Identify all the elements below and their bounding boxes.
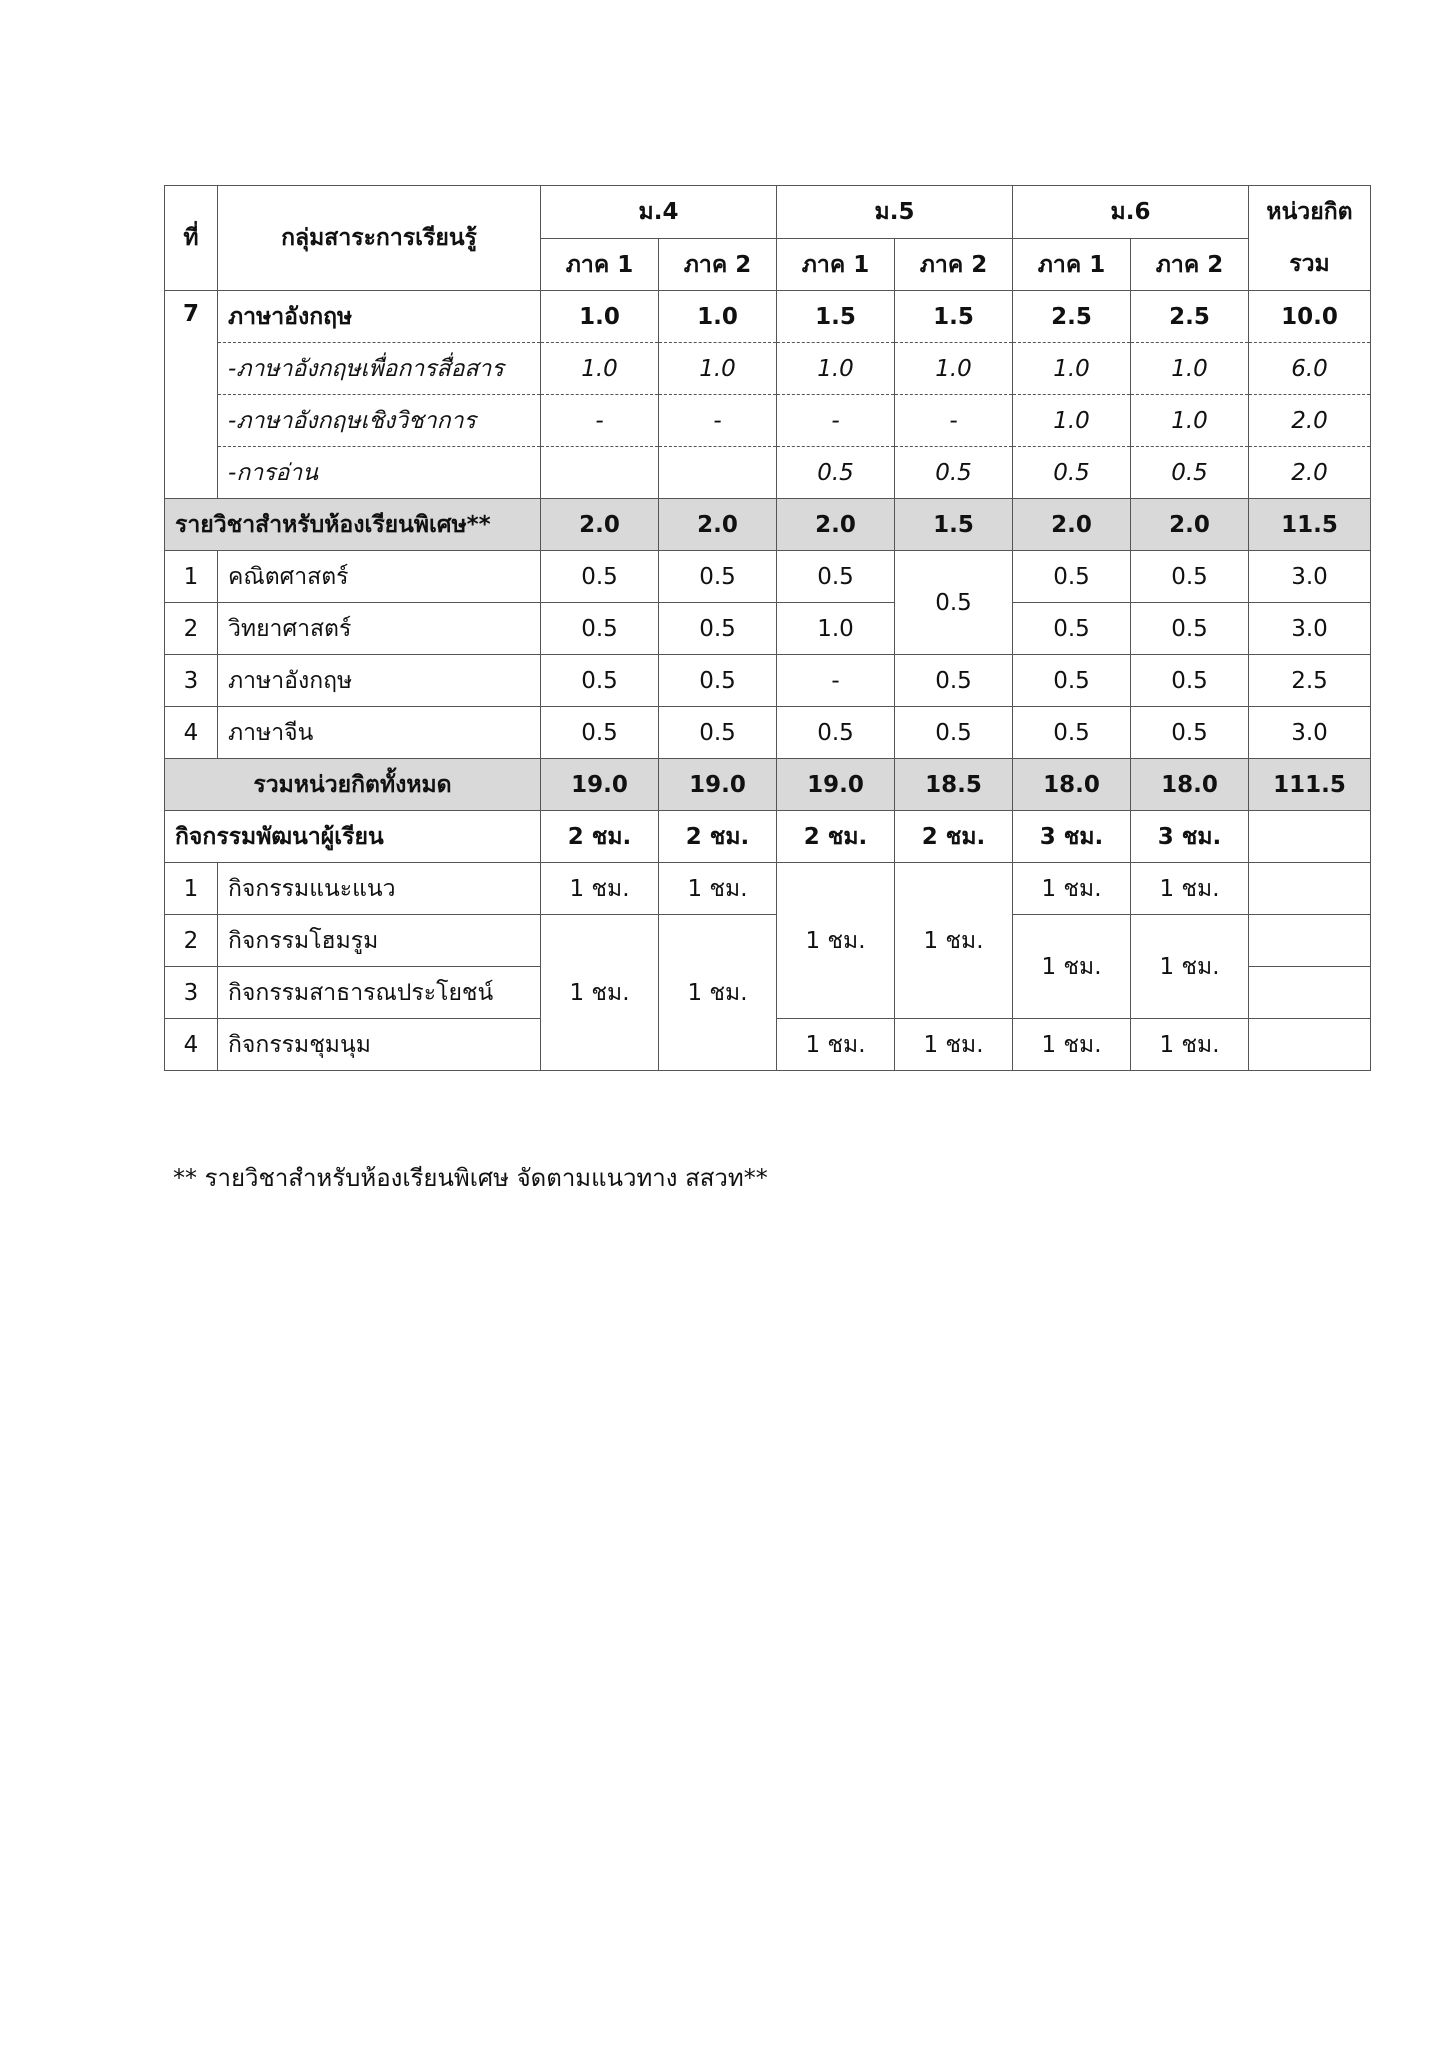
- hours-cell: 1 ชม.: [1131, 863, 1249, 915]
- credit-total-cell: 2.0: [1249, 447, 1371, 499]
- credit-cell: 1.0: [895, 343, 1013, 395]
- credit-cell: 0.5: [1131, 447, 1249, 499]
- credit-total-cell: 111.5: [1249, 759, 1371, 811]
- credit-cell: -: [541, 395, 659, 447]
- credit-cell: [659, 447, 777, 499]
- row-no: 7: [165, 291, 218, 499]
- hours-cell-merged: 1 ชม.: [541, 915, 659, 1071]
- table-row-english-sub: [165, 447, 1371, 499]
- row-no: 3: [165, 967, 218, 1019]
- hours-cell-merged: 1 ชม.: [1013, 915, 1131, 1019]
- header-term: ภาค 2: [895, 239, 1013, 291]
- credit-cell: 0.5: [1013, 603, 1131, 655]
- empty-total-cell: [1249, 811, 1371, 863]
- header-total-line1: หน่วยกิต: [1249, 186, 1371, 239]
- hours-cell: 1 ชม.: [777, 1019, 895, 1071]
- hours-cell: 1 ชม.: [541, 863, 659, 915]
- header-total-line2: รวม: [1249, 239, 1371, 291]
- activity-name: กิจกรรมชุมนุม: [218, 1019, 541, 1071]
- table-row: [165, 915, 1371, 967]
- row-no: 3: [165, 655, 218, 707]
- credit-cell: 0.5: [541, 603, 659, 655]
- credit-cell: 0.5: [659, 603, 777, 655]
- empty-total-cell: [1249, 1019, 1371, 1071]
- row-no: 2: [165, 603, 218, 655]
- credit-cell: 0.5: [1131, 551, 1249, 603]
- credit-total-cell: 10.0: [1249, 291, 1371, 343]
- credit-cell: 0.5: [1013, 551, 1131, 603]
- credit-total-cell: 3.0: [1249, 707, 1371, 759]
- row-no: 1: [165, 863, 218, 915]
- header-grade-m4: ม.4: [541, 186, 777, 239]
- credit-cell: -: [659, 395, 777, 447]
- empty-total-cell: [1249, 863, 1371, 915]
- credit-cell: 0.5: [777, 447, 895, 499]
- credit-cell: 18.0: [1131, 759, 1249, 811]
- table-row: [165, 863, 1371, 915]
- header-grade-m6: ม.6: [1013, 186, 1249, 239]
- credit-cell: 1.0: [659, 343, 777, 395]
- table-row-english-sub: [165, 395, 1371, 447]
- header-no: ที่: [165, 186, 218, 291]
- header-grade-m5: ม.5: [777, 186, 1013, 239]
- credit-cell: [541, 447, 659, 499]
- credit-cell: 0.5: [659, 551, 777, 603]
- credit-cell: 1.0: [777, 603, 895, 655]
- credit-cell: 0.5: [659, 707, 777, 759]
- credit-cell: 19.0: [777, 759, 895, 811]
- section-name: กิจกรรมพัฒนาผู้เรียน: [165, 811, 541, 863]
- credit-cell: 2.0: [1013, 499, 1131, 551]
- credit-cell: 1.0: [777, 343, 895, 395]
- credit-cell: 2.0: [659, 499, 777, 551]
- row-no: 4: [165, 1019, 218, 1071]
- credit-cell: -: [895, 395, 1013, 447]
- credit-cell: 18.5: [895, 759, 1013, 811]
- credit-cell: 0.5: [777, 551, 895, 603]
- credit-cell: 0.5: [895, 707, 1013, 759]
- curriculum-table: [164, 185, 1371, 1071]
- hours-cell: 2 ชม.: [659, 811, 777, 863]
- table-row-english-sub: [165, 343, 1371, 395]
- header-term: ภาค 1: [541, 239, 659, 291]
- grand-total-label: รวมหน่วยกิตทั้งหมด: [165, 759, 541, 811]
- hours-cell: 2 ชม.: [541, 811, 659, 863]
- credit-cell: 0.5: [1131, 707, 1249, 759]
- header-term: ภาค 1: [777, 239, 895, 291]
- hours-cell: 1 ชม.: [1013, 1019, 1131, 1071]
- empty-total-cell: [1249, 967, 1371, 1019]
- table-row-special-summary: [165, 499, 1371, 551]
- credit-total-cell: 2.0: [1249, 395, 1371, 447]
- credit-cell: 2.5: [1013, 291, 1131, 343]
- table-row-grand-total: [165, 759, 1371, 811]
- table-row: [165, 655, 1371, 707]
- credit-cell: 0.5: [777, 707, 895, 759]
- header-term: ภาค 2: [659, 239, 777, 291]
- credit-cell: 0.5: [1013, 707, 1131, 759]
- activity-name: กิจกรรมโฮมรูม: [218, 915, 541, 967]
- header-term: ภาค 1: [1013, 239, 1131, 291]
- credit-cell: -: [777, 395, 895, 447]
- subject-name: ภาษาจีน: [218, 707, 541, 759]
- credit-total-cell: 11.5: [1249, 499, 1371, 551]
- credit-cell: 19.0: [659, 759, 777, 811]
- table-row: [165, 707, 1371, 759]
- credit-cell: 2.0: [777, 499, 895, 551]
- table-row: [165, 603, 1371, 655]
- empty-total-cell: [1249, 915, 1371, 967]
- hours-cell: 3 ชม.: [1131, 811, 1249, 863]
- subject-name: ภาษาอังกฤษ: [218, 291, 541, 343]
- credit-cell: 0.5: [1013, 655, 1131, 707]
- credit-cell: 1.5: [895, 291, 1013, 343]
- credit-total-cell: 3.0: [1249, 551, 1371, 603]
- activity-name: กิจกรรมแนะแนว: [218, 863, 541, 915]
- hours-cell-merged: 1 ชม.: [659, 915, 777, 1071]
- credit-cell: 1.5: [777, 291, 895, 343]
- credit-cell: 1.5: [895, 499, 1013, 551]
- hours-cell: 1 ชม.: [1013, 863, 1131, 915]
- credit-cell-merged: 0.5: [895, 551, 1013, 655]
- credit-cell: 0.5: [1131, 655, 1249, 707]
- hours-cell: 1 ชม.: [895, 1019, 1013, 1071]
- subject-name: วิทยาศาสตร์: [218, 603, 541, 655]
- credit-total-cell: 2.5: [1249, 655, 1371, 707]
- credit-cell: 2.5: [1131, 291, 1249, 343]
- credit-cell: 18.0: [1013, 759, 1131, 811]
- footnote: ** รายวิชาสำหรับห้องเรียนพิเศษ จัดตามแนวทาง สสวท**: [173, 1164, 768, 1192]
- credit-total-cell: 6.0: [1249, 343, 1371, 395]
- credit-cell: 0.5: [1013, 447, 1131, 499]
- header-term: ภาค 2: [1131, 239, 1249, 291]
- hours-cell-merged: 1 ชม.: [1131, 915, 1249, 1019]
- hours-cell: 1 ชม.: [659, 863, 777, 915]
- subject-name: คณิตศาสตร์: [218, 551, 541, 603]
- credit-cell: 0.5: [659, 655, 777, 707]
- credit-cell: 1.0: [1013, 343, 1131, 395]
- credit-cell: -: [777, 655, 895, 707]
- subject-name: -ภาษาอังกฤษเชิงวิชาการ: [218, 395, 541, 447]
- subject-name: ภาษาอังกฤษ: [218, 655, 541, 707]
- credit-cell: 1.0: [1131, 343, 1249, 395]
- hours-cell-merged: 1 ชม.: [895, 863, 1013, 1019]
- credit-cell: 1.0: [1013, 395, 1131, 447]
- subject-name: -การอ่าน: [218, 447, 541, 499]
- credit-cell: 1.0: [541, 291, 659, 343]
- hours-cell: 2 ชม.: [895, 811, 1013, 863]
- subject-name: -ภาษาอังกฤษเพื่อการสื่อสาร: [218, 343, 541, 395]
- credit-cell: 19.0: [541, 759, 659, 811]
- credit-cell: 1.0: [659, 291, 777, 343]
- table-row: [165, 551, 1371, 603]
- credit-cell: 0.5: [541, 655, 659, 707]
- credit-cell: 1.0: [1131, 395, 1249, 447]
- header-subject-group: กลุ่มสาระการเรียนรู้: [218, 186, 541, 291]
- activity-name: กิจกรรมสาธารณประโยชน์: [218, 967, 541, 1019]
- header-row-grades: [165, 186, 1371, 239]
- hours-cell: 3 ชม.: [1013, 811, 1131, 863]
- credit-cell: 0.5: [895, 655, 1013, 707]
- credit-cell: 2.0: [1131, 499, 1249, 551]
- row-no: 1: [165, 551, 218, 603]
- credit-cell: 0.5: [895, 447, 1013, 499]
- credit-cell: 1.0: [541, 343, 659, 395]
- credit-cell: 0.5: [1131, 603, 1249, 655]
- table-row-english: [165, 291, 1371, 343]
- credit-cell: 0.5: [541, 707, 659, 759]
- section-name: รายวิชาสำหรับห้องเรียนพิเศษ**: [165, 499, 541, 551]
- hours-cell: 1 ชม.: [1131, 1019, 1249, 1071]
- row-no: 2: [165, 915, 218, 967]
- row-no: 4: [165, 707, 218, 759]
- hours-cell-merged: 1 ชม.: [777, 863, 895, 1019]
- table-row-activities-summary: [165, 811, 1371, 863]
- credit-total-cell: 3.0: [1249, 603, 1371, 655]
- credit-cell: 0.5: [541, 551, 659, 603]
- credit-cell: 2.0: [541, 499, 659, 551]
- hours-cell: 2 ชม.: [777, 811, 895, 863]
